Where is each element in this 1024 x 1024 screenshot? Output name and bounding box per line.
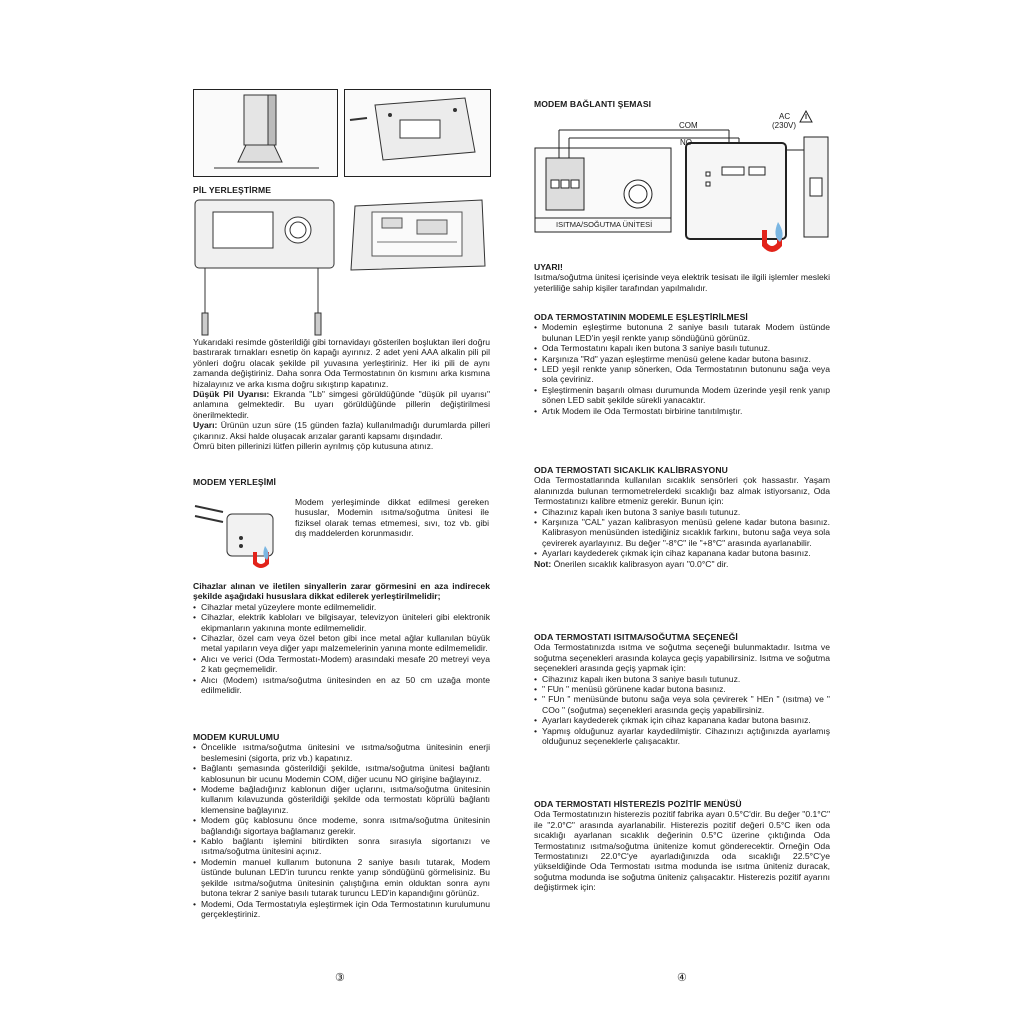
caution-list: [193, 602, 490, 696]
list-item: • Cihazınız kapalı iken butona 3 saniye basılı tutunuz.: [534, 507, 830, 517]
warning-text: Ürünün uzun süre (15 günden fazla) kullanılmadığı durumlarda pilleri çıkarınız. Aksi halde oluşacak arızalar garanti kapsamı dışındadır.: [193, 420, 490, 441]
modem-placement-heading: MODEM YERLEŞİMİ: [193, 477, 276, 487]
install-heading: MODEM KURULUMU: [193, 732, 280, 742]
pairing-heading: ODA TERMOSTATININ MODEMLE EŞLEŞTİRİLMESİ: [534, 312, 748, 322]
pairing-list: [534, 322, 830, 416]
diagram-heading: MODEM BAĞLANTI ŞEMASI: [534, 99, 652, 109]
hysteresis-heading: ODA TERMOSTATI HİSTEREZİS POZİTİF MENÜSÜ: [534, 799, 742, 809]
list-item: • Artık Modem ile Oda Termostatı birbirine tanıtılmıştır.: [534, 406, 830, 416]
list-item: • Alıcı ve verici (Oda Termostatı-Modem) arasındaki mesafe 20 metreyi veya 2 katı geçmemelidir.: [193, 654, 490, 675]
list-item: • Karşınıza "CAL" yazan kalibrasyon menüsü gelene kadar butona basınız. Kalibrasyon menüsünden istediğiniz sıcaklık farkını, butonu sağa veya sola çevirerek ayarlayınız. Bu değer "-8°C" ile "+8°C" arasında ayarlanabilir.: [534, 517, 830, 548]
modem-illustration: [193, 494, 290, 574]
list-item: • LED yeşil renkte yanıp sönerken, Oda Termostatının butonunu sağa veya sola çeviriniz.: [534, 364, 830, 385]
list-item: • Oda Termostatını kapalı iken butona 3 saniye basılı tutunuz.: [534, 343, 830, 353]
low-battery-text: Ekranda "Lb" simgesi görüldüğünde "düşük pil uyarısı" anlamına gelmektedir. Bu uyarı görüldüğünde pillerin değiştirilmesi önerilmektedir.: [193, 389, 490, 420]
calibration-note-text: Önerilen sıcaklık kalibrasyon ayarı "0.0°C" dir.: [551, 558, 729, 569]
list-item: • Modem güç kablosunu önce modeme, sonra ısıtma/soğutma ünitesinin bağlandığı sigortaya bağlamanız gerekir.: [193, 815, 490, 836]
list-item: • Eşleştirmenin başarılı olması durumunda Modem üzerinde yeşil renk yanıp sönen LED sabit şekilde sürekli yanacaktır.: [534, 385, 830, 406]
calibration-note: [534, 559, 830, 569]
warning-title: UYARI!: [534, 262, 563, 272]
list-item: • Modemin eşleştirme butonuna 2 saniye basılı tutarak Modem üstünde bulunan LED'in yeşil renkte yanıp söndüğünü görünüz.: [534, 322, 830, 343]
connection-diagram: [534, 110, 830, 260]
diagram-label-voltage: (230V): [772, 121, 797, 130]
thermostat-side-illustration: [193, 89, 338, 177]
list-item: • Cihazlar, özel cam veya özel beton gibi ince metal ağlar kullanılan büyük metal yapıların veya diğer yapı malzemelerinin yanına monte edilmemelidir.: [193, 633, 490, 654]
thermostat-back-illustration: [344, 89, 491, 177]
mode-list: [534, 674, 830, 747]
install-list: [193, 742, 490, 919]
list-item: • " FUn " menüsü görünene kadar butona basınız.: [534, 684, 830, 694]
list-item: • " FUn " menüsünde butonu sağa veya sola çevirerek " HEn " (ısıtma) ve " COo " (soğutma) seçenekleri arasında geçiş yapabilirsiniz.: [534, 694, 830, 715]
calibration-heading: ODA TERMOSTATI SICAKLIK KALİBRASYONU: [534, 465, 728, 475]
list-item: • Modemi, Oda Termostatıyla eşleştirmek için Oda Termostatının kurulumunu gerçekleştiriniz.: [193, 899, 490, 920]
list-item: • Alıcı (Modem) ısıtma/soğutma ünitesinden en az 50 cm uzağa monte edilmelidir.: [193, 675, 490, 696]
page-number-right: ④: [677, 972, 687, 984]
hysteresis-text: Oda Termostatınızın histerezis pozitif fabrika ayarı 0.5°C'dir. Bu değer "0.1°C" ile "2.0°C" arasında ayarlanabilir. Histerezis pozitif değeri 0.5°C iken oda sıcaklığı ayarlanan sıcaklık değerinin 0.5°C üzerine çıktığında Oda Termostatınız ısıtma/soğutma ünitenize komut gönderecektir. Örneğin Oda Termostatınızı 22.0°C'ye ayarladığınızda oda sıcaklığı 22.5°C'ye yükseldiğinde Oda Termostatı ısıtma modunda ise ısıtma üniteniz duracak, soğutma modunda ise soğutma üniteniz çalışacaktır. Histerezis pozitif ayarını değiştirmek için:: [534, 809, 830, 893]
list-item: • Cihazlar metal yüzeylere monte edilmemelidir.: [193, 602, 490, 612]
calibration-intro: Oda Termostatlarında kullanılan sıcaklık sensörleri çok hassastır. Yaşam alanınızda bulunan termometrelerdeki sıcaklığı baz almak istiyorsanız, Oda Termostatınızı kalibre etmeniz gerekir. Bunun için:: [534, 475, 830, 507]
calibration-list: [534, 507, 830, 559]
list-item: • Ayarları kaydederek çıkmak için cihaz kapanana kadar butona basınız.: [534, 715, 830, 725]
thermostat-front-illustration: [193, 198, 336, 344]
thermostat-open-illustration: [347, 198, 490, 276]
list-item: • Modemin manuel kullanım butonuna 2 saniye basılı tutarak, Modem üstünde bulunan LED'in turuncu renkte yanıp söndüğünü görmelisiniz. Bu şekilde ısıtma/soğutma ünitesinin çalıştığına emin olduktan sonra aynı butona tekrar 2 saniye basılı tutarak turuncu LED'in kapandığını görünüz.: [193, 857, 490, 899]
list-item: • Karşınıza "Rd" yazan eşleştirme menüsü gelene kadar butona basınız.: [534, 354, 830, 364]
low-battery-label: Düşük Pil Uyarısı:: [193, 389, 270, 400]
modem-placement-text: Modem yerleşiminde dikkat edilmesi gereken hususlar, Modemin ısıtma/soğutma ünitesi ile fiziksel olarak temas etmemesi, sıvı, toz vb. gibi dış maddelerden korunmasıdır.: [295, 497, 489, 539]
warning-label: Uyarı:: [193, 420, 218, 431]
caution-heading: Cihazlar alınan ve iletilen sinyallerin zarar görmesini en aza indirecek şekilde aşağıdaki hususlara dikkat edilerek yerleştirilmelidir;: [193, 581, 490, 602]
warning-text: Isıtma/soğutma ünitesi içerisinde veya elektrik tesisatı ile ilgili işlemler mesleki yeterliliğe sahip kişiler tarafından yapılmalıdır.: [534, 272, 830, 293]
mode-intro: Oda Termostatınızda ısıtma ve soğutma seçeneği bulunmaktadır. Isıtma ve soğutma seçenekleri arasında kolayca geçiş yapabilirsiniz. Isıtma ve soğutma seçenekleri arasında geçiş yapmak için:: [534, 642, 830, 674]
diagram-label-com: COM: [679, 121, 698, 130]
diagram-label-ac: AC: [779, 112, 791, 121]
battery-recycle: Ömrü biten pillerinizi lütfen pillerin ayrılmış çöp kutusuna atınız.: [193, 441, 434, 452]
calibration-note-label: Not:: [534, 558, 552, 569]
battery-paragraph: Yukarıdaki resimde gösterildiği gibi tornavidayı gösterilen boşluktan ileri doğru bastırarak tırnakları esnetip ön kapağı ayırınız. 2 adet yeni AAA alkalin pili pil yönleri doğru olacak şekilde pil yuvasına yerleştiriniz. Her iki pili de aynı zamanda değiştiriniz. Daha sonra Oda Termostatının ön kısmını arka kısmına hizalayınız ve arka kısma doğru sıkıştırıp kapatınız.: [193, 337, 490, 389]
list-item: • Bağlantı şemasında gösterildiği şekilde, ısıtma/soğutma ünitesi bağlantı kablosunun bir ucunu Modemin COM, diğer ucunu NO girişine bağlayınız.: [193, 763, 490, 784]
list-item: • Ayarları kaydederek çıkmak için cihaz kapanana kadar butona basınız.: [534, 548, 830, 558]
list-item: • Cihazınız kapalı iken butona 3 saniye basılı tutunuz.: [534, 674, 830, 684]
list-item: • Modeme bağladığınız kablonun diğer uçlarını, ısıtma/soğutma ünitesinin kullanım kılavuzunda gösterildiği şekilde oda termostatı köprülü bağlantı klemensine bağlayınız.: [193, 784, 490, 815]
battery-heading: PİL YERLEŞTİRME: [193, 185, 272, 195]
list-item: • Yapmış olduğunuz ayarlar kaydedilmiştir. Cihazınızı açtığınızda ayarlamış olduğunuz seçeneklerle çalışacaktır.: [534, 726, 830, 747]
warning-paragraph: [193, 420, 490, 441]
page-number-left: ③: [335, 972, 345, 984]
mode-heading: ODA TERMOSTATI ISITMA/SOĞUTMA SEÇENEĞİ: [534, 632, 738, 642]
low-battery-paragraph: [193, 389, 490, 420]
list-item: • Öncelikle ısıtma/soğutma ünitesini ve ısıtma/soğutma ünitesinin enerji beslemesini (sigorta, priz vb.) kapatınız.: [193, 742, 490, 763]
diagram-label-no: NO: [680, 138, 692, 147]
diagram-label-unit: ISITMA/SOĞUTMA ÜNİTESİ: [556, 220, 653, 229]
list-item: • Cihazlar, elektrik kabloları ve bilgisayar, televizyon üniteleri gibi elektronik ekipmanların yakınına monte edilmemelidir.: [193, 612, 490, 633]
list-item: • Kablo bağlantı işlemini bitirdikten sonra sırasıyla sigortanızı ve ısıtma/soğutma ünitesini açınız.: [193, 836, 490, 857]
